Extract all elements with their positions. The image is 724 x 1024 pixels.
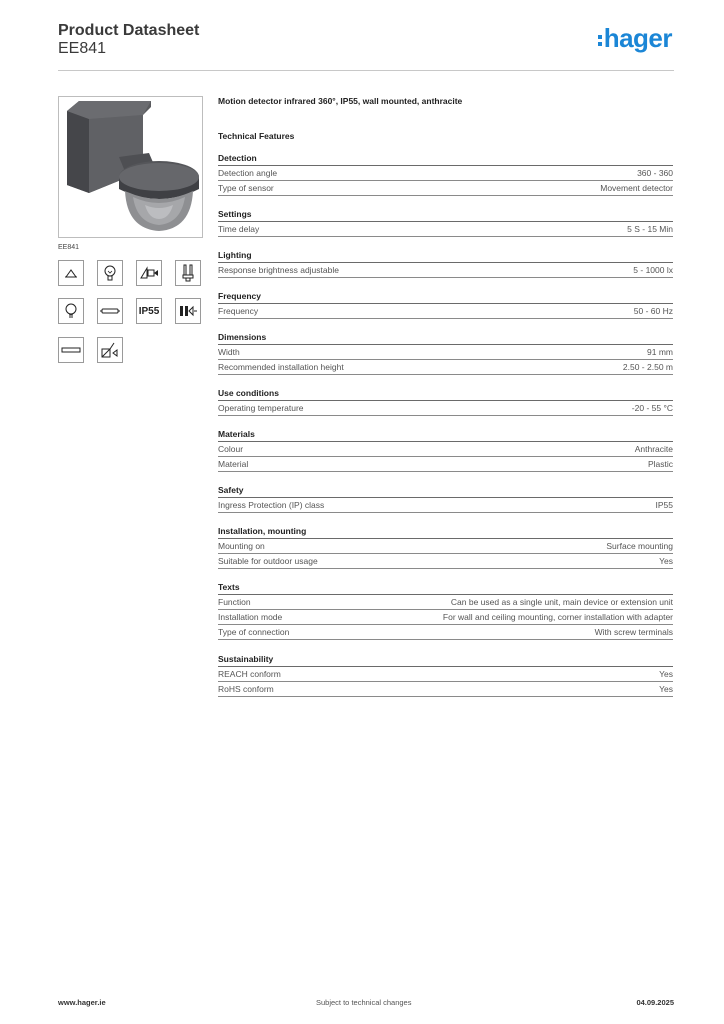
website-link[interactable]: www.hager.ie: [58, 998, 106, 1007]
spec-label: Type of connection: [218, 627, 290, 637]
spec-label: Ingress Protection (IP) class: [218, 500, 325, 510]
spec-value: -20 - 55 °C: [631, 403, 673, 413]
spec-row: [218, 263, 673, 278]
spec-row: [218, 222, 673, 237]
technical-data: [218, 94, 673, 697]
spec-row: [218, 539, 673, 554]
spec-value: Yes: [659, 669, 673, 679]
spec-label: Type of sensor: [218, 183, 274, 193]
spec-label: Width: [218, 347, 240, 357]
spec-row: [218, 401, 673, 416]
ip55-icon: [136, 298, 162, 324]
spec-row: [218, 595, 673, 610]
spec-value: Yes: [659, 684, 673, 694]
spec-value: With screw terminals: [594, 627, 673, 637]
disclaimer-text: Subject to technical changes: [316, 998, 412, 1007]
spec-label: Time delay: [218, 224, 260, 234]
spec-row: [218, 360, 673, 375]
logo-text: hager: [603, 23, 672, 53]
fluorescent-tube-icon: [97, 298, 123, 324]
section-title: Frequency: [218, 290, 673, 304]
spec-row: [218, 625, 673, 640]
spec-label: Suitable for outdoor usage: [218, 556, 318, 566]
section-title: Dimensions: [218, 331, 673, 345]
hager-logo: [598, 25, 672, 51]
linear-tube-icon: [58, 337, 84, 363]
page-header: [58, 22, 674, 71]
spec-label: RoHS conform: [218, 684, 274, 694]
incandescent-lamp-icon: [97, 260, 123, 286]
ceiling-mount-icon: [58, 260, 84, 286]
section-dimensions: [218, 331, 673, 375]
spec-label: Material: [218, 459, 249, 469]
spec-value: 360 - 360: [637, 168, 673, 178]
motion-sensor-icon: [97, 337, 123, 363]
spec-label: Colour: [218, 444, 244, 454]
spec-value: Yes: [659, 556, 673, 566]
section-sustainability: [218, 653, 673, 697]
spec-value: IP55: [655, 500, 673, 510]
spec-value: Can be used as a single unit, main device or extension unit: [450, 597, 673, 607]
section-title: Safety: [218, 484, 673, 498]
technical-features-heading: Technical Features: [218, 131, 295, 141]
spec-row: [218, 457, 673, 472]
spec-row: [218, 554, 673, 569]
spec-label: Detection angle: [218, 168, 278, 178]
bulb-icon: [58, 298, 84, 324]
spec-value: 2.50 - 2.50 m: [622, 362, 673, 372]
section-detection: [218, 152, 673, 196]
section-safety: [218, 484, 673, 513]
section-title: Texts: [218, 581, 673, 595]
spec-value: Movement detector: [600, 183, 673, 193]
section-title: Sustainability: [218, 653, 673, 667]
spec-row: [218, 304, 673, 319]
section-title: Settings: [218, 208, 673, 222]
spec-value: Surface mounting: [606, 541, 673, 551]
motion-detector-illustration: [59, 97, 202, 237]
section-title: Lighting: [218, 249, 673, 263]
spec-label: Frequency: [218, 306, 259, 316]
image-caption: EE841: [58, 244, 80, 251]
spec-value: 50 - 60 Hz: [633, 306, 673, 316]
spec-row: [218, 345, 673, 360]
section-materials: [218, 428, 673, 472]
section-texts: [218, 581, 673, 640]
ip55-label: IP55: [138, 305, 160, 317]
spec-value: Anthracite: [634, 444, 673, 454]
section-settings: [218, 208, 673, 237]
spec-row: [218, 610, 673, 625]
led-lamp-icon: [175, 298, 201, 324]
spec-label: Function: [218, 597, 251, 607]
product-code: EE841: [58, 40, 107, 57]
document-date: 04.09.2025: [636, 998, 674, 1007]
spec-value: Plastic: [647, 459, 673, 469]
section-title: Materials: [218, 428, 673, 442]
spec-row: [218, 682, 673, 697]
spec-row: [218, 166, 673, 181]
spec-value: 5 S - 15 Min: [627, 224, 673, 234]
section-lighting: [218, 249, 673, 278]
spec-label: Installation mode: [218, 612, 283, 622]
section-title: Use conditions: [218, 387, 673, 401]
section-installation-mounting: [218, 525, 673, 569]
spec-value: 91 mm: [647, 347, 673, 357]
spec-label: Response brightness adjustable: [218, 265, 339, 275]
spec-row: [218, 181, 673, 196]
spec-value: For wall and ceiling mounting, corner installation with adapter: [442, 612, 673, 622]
section-title: Installation, mounting: [218, 525, 673, 539]
logo-dots-icon: [598, 35, 602, 46]
spec-row: [218, 498, 673, 513]
spec-row: [218, 667, 673, 682]
energy-saving-lamp-icon: [175, 260, 201, 286]
spec-label: REACH conform: [218, 669, 281, 679]
product-description: Motion detector infrared 360°, IP55, wall mounted, anthracite: [218, 96, 463, 106]
halogen-lamp-icon: [136, 260, 162, 286]
spec-value: 5 - 1000 lx: [633, 265, 673, 275]
feature-sections: [218, 152, 673, 697]
section-title: Detection: [218, 152, 673, 166]
spec-row: [218, 442, 673, 457]
product-image: [58, 96, 203, 238]
spec-label: Operating temperature: [218, 403, 304, 413]
section-frequency: [218, 290, 673, 319]
spec-label: Recommended installation height: [218, 362, 344, 372]
section-use-conditions: [218, 387, 673, 416]
spec-label: Mounting on: [218, 541, 265, 551]
page-title: Product Datasheet: [58, 22, 200, 39]
